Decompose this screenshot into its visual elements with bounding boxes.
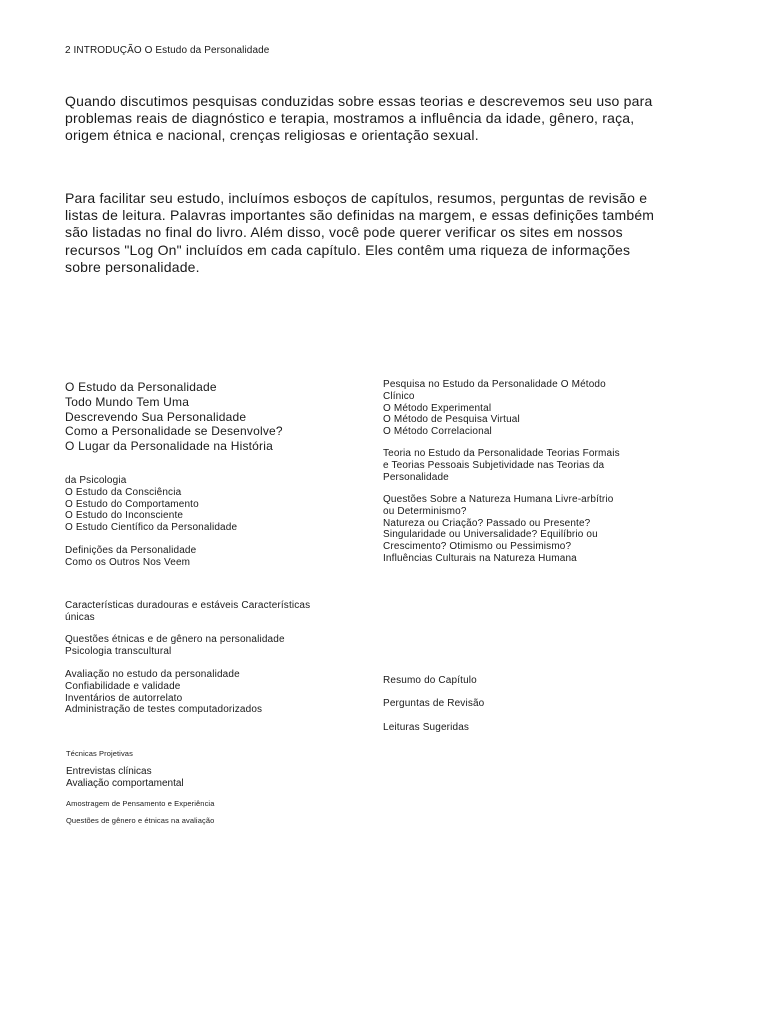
intro-paragraph-2 xyxy=(65,190,705,276)
text-line: Teoria no Estudo da Personalidade Teorias Formais xyxy=(383,448,620,459)
text-line: Definições da Personalidade xyxy=(65,545,197,556)
outline-theory xyxy=(383,448,620,483)
text-line: Confiabilidade e validade xyxy=(65,680,181,692)
text-line: origem étnica e nacional, crenças religiosas e orientação sexual. xyxy=(65,127,479,144)
text-line: são listadas no final do livro. Além disso, você pode querer verificar os sites em nossos xyxy=(65,224,623,241)
text-line: Inventários de autorrelato xyxy=(65,692,183,704)
outline-main-topics xyxy=(65,380,283,454)
outline-characteristics xyxy=(65,600,310,624)
outline-assessment xyxy=(65,669,262,716)
text-line: O Estudo da Consciência xyxy=(65,486,182,498)
text-line: O Estudo do Comportamento xyxy=(65,498,199,510)
text-line: Personalidade xyxy=(383,471,449,483)
text-line: O Método de Pesquisa Virtual xyxy=(383,414,520,426)
text-line: O Estudo Científico da Personalidade xyxy=(65,522,238,534)
outline-review-questions: Perguntas de Revisão xyxy=(383,698,485,709)
outline-definitions xyxy=(65,545,196,569)
text-line: Questões Sobre a Natureza Humana Livre-arbítrio xyxy=(383,494,614,505)
outline-interviews xyxy=(66,766,184,790)
running-header: 2 INTRODUÇÃO O Estudo da Personalidade xyxy=(65,45,270,56)
text-line: Crescimento? Otimismo ou Pessimismo? xyxy=(383,541,572,553)
text-line: Administração de testes computadorizados xyxy=(65,704,263,716)
text-line: O Estudo do Inconsciente xyxy=(65,510,184,522)
text-line: Para facilitar seu estudo, incluímos esboços de capítulos, resumos, perguntas de revisão e xyxy=(65,190,648,206)
outline-gender-assessment: Questões de gênero e étnicas na avaliação xyxy=(66,816,215,825)
text-line: Avaliação no estudo da personalidade xyxy=(65,669,240,680)
outline-chapter-summary: Resumo do Capítulo xyxy=(383,675,477,686)
text-line: O Lugar da Personalidade na História xyxy=(65,439,273,454)
intro-paragraph-1 xyxy=(65,93,705,145)
text-line: recursos "Log On" incluídos em cada capítulo. Eles contêm uma riqueza de informações xyxy=(65,241,631,258)
text-line: ou Determinismo? xyxy=(383,505,467,517)
outline-sampling: Amostragem de Pensamento e Experiência xyxy=(66,799,215,808)
text-line: sobre personalidade. xyxy=(65,258,200,275)
text-line: Quando discutimos pesquisas conduzidas sobre essas teorias e descrevemos seu uso para xyxy=(65,93,653,109)
text-line: Descrevendo Sua Personalidade xyxy=(65,409,247,424)
text-line: O Método Experimental xyxy=(383,402,492,414)
outline-history-topics xyxy=(65,475,237,534)
text-line: Pesquisa no Estudo da Personalidade O Método xyxy=(383,379,606,390)
text-line: Singularidade ou Universalidade? Equilíbrio ou xyxy=(383,529,598,541)
text-line: Psicologia transcultural xyxy=(65,645,172,657)
text-line: Entrevistas clínicas xyxy=(66,766,152,777)
text-line: O Estudo da Personalidade xyxy=(65,380,217,394)
text-line: Como a Personalidade se Desenvolve? xyxy=(65,424,283,439)
text-line: problemas reais de diagnóstico e terapia, mostramos a influência da idade, gênero, raça, xyxy=(65,110,635,127)
text-line: e Teorias Pessoais Subjetividade nas Teorias da xyxy=(383,459,605,471)
text-line: O Método Correlacional xyxy=(383,426,492,438)
text-line: únicas xyxy=(65,611,95,623)
outline-projective-techniques: Técnicas Projetivas xyxy=(66,749,133,758)
text-line: Natureza ou Criação? Passado ou Presente? xyxy=(383,517,591,529)
outline-suggested-readings: Leituras Sugeridas xyxy=(383,722,470,733)
outline-research-methods xyxy=(383,379,606,438)
text-line: da Psicologia xyxy=(65,475,127,486)
outline-ethnic-gender xyxy=(65,634,285,658)
text-line: Todo Mundo Tem Uma xyxy=(65,394,190,409)
text-line: listas de leitura. Palavras importantes são definidas na margem, e essas definições também xyxy=(65,207,655,224)
text-line: Influências Culturais na Natureza Humana xyxy=(383,552,577,564)
text-line: Avaliação comportamental xyxy=(66,777,184,789)
text-line: Características duradouras e estáveis Características xyxy=(65,600,311,611)
outline-questions xyxy=(383,494,614,565)
text-line: Questões étnicas e de gênero na personalidade xyxy=(65,634,285,645)
text-line: Clínico xyxy=(383,390,415,402)
text-line: Como os Outros Nos Veem xyxy=(65,556,191,568)
